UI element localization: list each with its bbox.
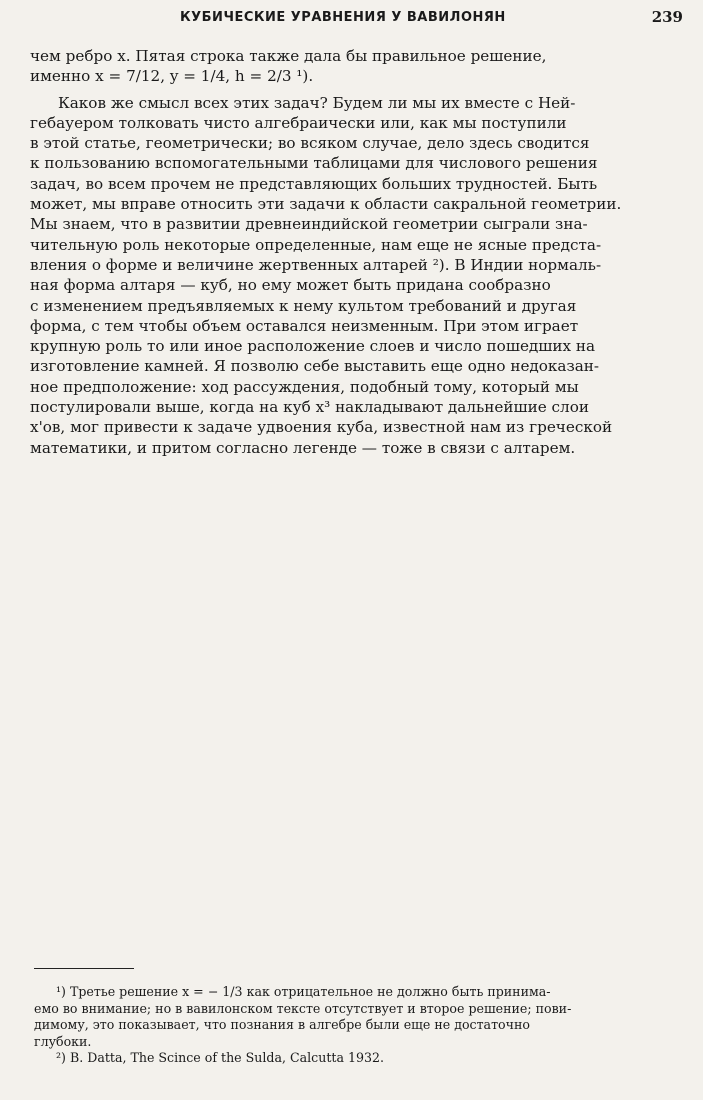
running-header [30, 8, 683, 32]
text-line: может, мы вправе относить эти задачи к области сакральной геометрии. [30, 195, 622, 214]
text-line: Мы знаем, что в развитии древнеиндийской геометрии сыграли зна- [30, 215, 588, 234]
footnote-divider [34, 968, 134, 969]
footnotes [34, 984, 692, 1067]
text-line: вления о форме и величине жертвенных алтарей ²). В Индии нормаль- [30, 255, 602, 274]
text-line: чем ребро x. Пятая строка также дала бы правильное решение, [30, 47, 547, 65]
text-line: с изменением предъявляемых к нему культом требований и другая [30, 296, 577, 315]
footnote-line: ¹) Третье решение x = − 1/3 как отрицательное не должно быть принима- [56, 984, 551, 999]
text-line: крупную роль то или иное расположение слоев и число пошедших на [30, 337, 596, 356]
text-line: задач, во всем прочем не представляющих больших трудностей. Быть [30, 174, 598, 193]
main-text [30, 46, 686, 458]
text-line: ное предположение: ход рассуждения, подобный тому, который мы [30, 377, 579, 396]
footnote-line: димому, это показывает, что познания в алгебре были еще не достаточно [34, 1017, 530, 1032]
footnote-line: емо во внимание; но в вавилонском тексте отсутствует и второе решение; пови- [34, 1000, 572, 1016]
text-line: математики, и притом согласно легенде — тоже в связи с алтарем. [30, 438, 576, 457]
page-number: 239 [651, 8, 683, 26]
text-line: к пользованию вспомогательными таблицами для числового решения [30, 154, 598, 173]
running-title: КУБИЧЕСКИЕ УРАВНЕНИЯ У ВАВИЛОНЯН [180, 10, 506, 25]
text-line: Каков же смысл всех этих задач? Будем ли мы их вместе с Ней- [58, 93, 576, 112]
text-line: ная форма алтаря — куб, но ему может быть придана сообразно [30, 276, 551, 295]
footnote-line: глубоки. [34, 1033, 92, 1049]
text-line: x'ов, мог привести к задаче удвоения куба, известной нам из греческой [30, 418, 613, 437]
text-line: чительную роль некоторые определенные, нам еще не ясные предста- [30, 235, 602, 254]
text-line: форма, с тем чтобы объем оставался неизменным. При этом играет [30, 316, 579, 335]
text-line: в этой статье, геометрически; во всяком случае, дело здесь сводится [30, 134, 590, 153]
text-line: именно x = 7/12, y = 1/4, h = 2/3 ¹). [30, 67, 314, 86]
footnote-line: ²) B. Datta, The Scince of the Sulda, Calcutta 1932. [56, 1050, 385, 1065]
text-line: изготовление камней. Я позволю себе выставить еще одно недоказан- [30, 357, 600, 376]
text-line: гебауером толковать чисто алгебраически или, как мы поступили [30, 113, 567, 132]
text-line: постулировали выше, когда на куб x³ накладывают дальнейшие слои [30, 398, 589, 417]
